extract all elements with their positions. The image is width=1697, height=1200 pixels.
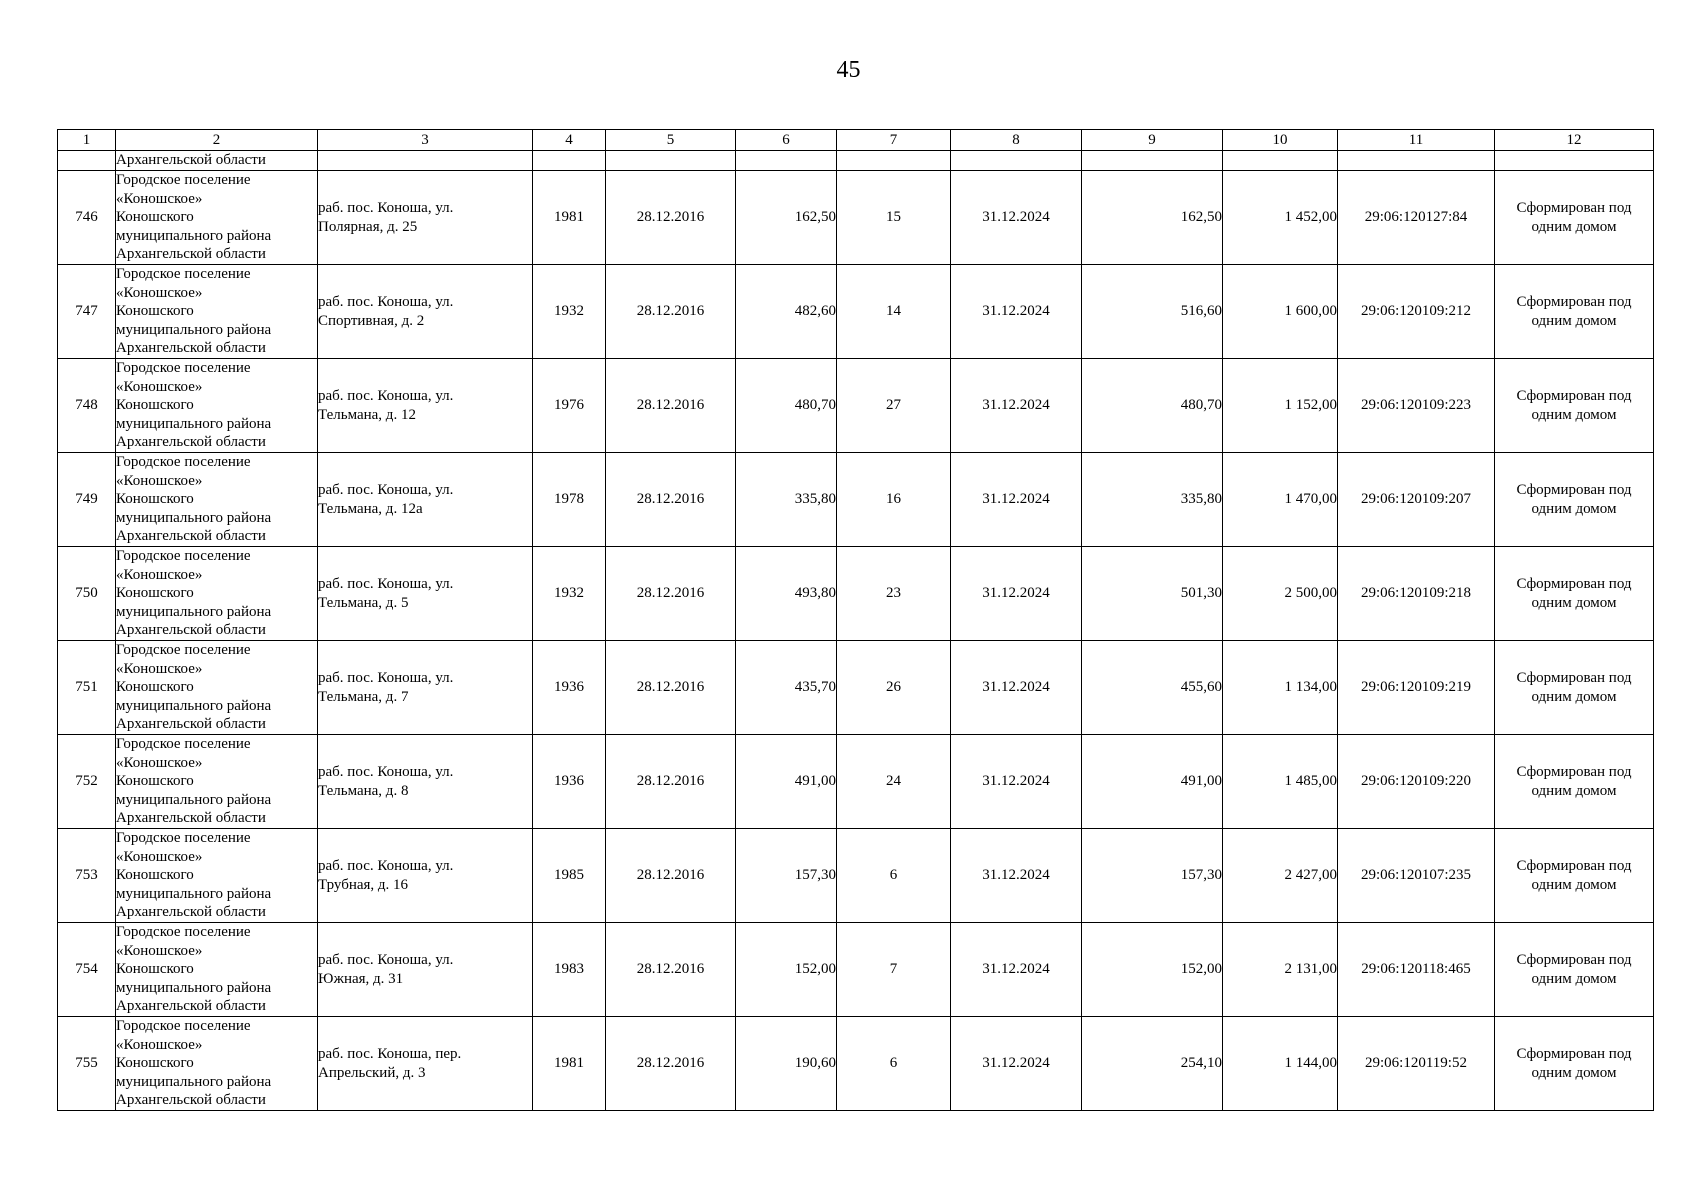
column-header-12: 12 [1495,130,1654,151]
row-number-cell: 750 [58,547,116,641]
year-cell: 1981 [533,1017,606,1111]
continuation-cell-10 [1223,151,1338,171]
year-cell: 1932 [533,265,606,359]
note-line: одним домом [1531,218,1617,235]
residents-cell: 7 [837,923,951,1017]
owner-line: муниципального района [116,227,272,244]
owner-cell [116,829,318,923]
cadastral-number-cell: 29:06:120119:52 [1338,1017,1495,1111]
residents-cell: 26 [837,641,951,735]
note-line: Сформирован под [1516,199,1632,216]
owner-line: Архангельской области [116,1092,266,1109]
owner-line: Городское поселение [116,360,251,376]
deadline-cell: 31.12.2024 [951,1017,1082,1111]
cadastral-number-cell: 29:06:120109:223 [1338,359,1495,453]
note-line: Сформирован под [1516,387,1632,404]
address-line: раб. пос. Коноша, ул. [318,199,454,216]
cadastral-number-cell: 29:06:120109:219 [1338,641,1495,735]
year-cell: 1936 [533,735,606,829]
note-line: Сформирован под [1516,857,1632,874]
row-number-cell: 755 [58,1017,116,1111]
continuation-cell-7 [837,151,951,171]
total-area-cell: 480,70 [1082,359,1223,453]
owner-line: Коношского [116,961,194,978]
owner-line: Городское поселение [116,924,251,940]
owner-line: Коношского [116,397,194,414]
total-area-cell: 162,50 [1082,171,1223,265]
date-cell: 28.12.2016 [606,923,736,1017]
owner-line: Коношского [116,209,194,226]
deadline-cell: 31.12.2024 [951,359,1082,453]
address-line: раб. пос. Коноша, ул. [318,387,454,404]
residents-cell: 14 [837,265,951,359]
year-cell: 1936 [533,641,606,735]
land-area-cell: 2 427,00 [1223,829,1338,923]
owner-line: муниципального района [116,791,272,808]
owner-line: Коношского [116,679,194,696]
note-line: Сформирован под [1516,575,1632,592]
owner-line: Архангельской области [116,246,266,263]
table-row [58,453,1654,547]
page-number: 45 [836,57,861,83]
note-cell [1495,923,1654,1017]
note-line: Сформирован под [1516,951,1632,968]
continuation-owner-cell: Архангельской области [116,151,318,171]
owner-cell [116,265,318,359]
owner-cell [116,923,318,1017]
table-row [58,923,1654,1017]
column-header-7: 7 [837,130,951,151]
year-cell: 1978 [533,453,606,547]
column-header-9: 9 [1082,130,1223,151]
owner-line: Архангельской области [116,340,266,357]
address-cell [318,1017,533,1111]
cadastral-number-cell: 29:06:120118:465 [1338,923,1495,1017]
living-area-cell: 491,00 [736,735,837,829]
address-line: раб. пос. Коноша, ул. [318,293,454,310]
date-cell: 28.12.2016 [606,1017,736,1111]
owner-line: муниципального района [116,321,272,338]
column-header-5: 5 [606,130,736,151]
date-cell: 28.12.2016 [606,641,736,735]
continuation-row [58,151,1654,171]
owner-line: «Коношское» [116,472,203,489]
land-area-cell: 2 500,00 [1223,547,1338,641]
owner-line: Архангельской области [116,528,266,545]
note-line: одним домом [1531,594,1617,611]
address-line: раб. пос. Коноша, ул. [318,669,454,686]
total-area-cell: 491,00 [1082,735,1223,829]
note-line: Сформирован под [1516,669,1632,686]
owner-cell [116,641,318,735]
address-line: раб. пос. Коноша, ул. [318,763,454,780]
owner-line: Коношского [116,585,194,602]
owner-line: муниципального района [116,979,272,996]
note-cell [1495,265,1654,359]
cadastral-number-cell: 29:06:120109:218 [1338,547,1495,641]
cadastral-number-cell: 29:06:120109:212 [1338,265,1495,359]
living-area-cell: 162,50 [736,171,837,265]
date-cell: 28.12.2016 [606,453,736,547]
owner-line: Городское поселение [116,1018,251,1034]
note-cell [1495,1017,1654,1111]
owner-line: Коношского [116,491,194,508]
address-line: Тельмана, д. 12 [318,406,416,423]
row-number-cell: 753 [58,829,116,923]
owner-line: Коношского [116,867,194,884]
address-cell [318,547,533,641]
note-line: одним домом [1531,406,1617,423]
column-header-2: 2 [116,130,318,151]
deadline-cell: 31.12.2024 [951,923,1082,1017]
column-header-11: 11 [1338,130,1495,151]
owner-cell [116,735,318,829]
table-row [58,265,1654,359]
total-area-cell: 501,30 [1082,547,1223,641]
note-cell [1495,641,1654,735]
owner-line: «Коношское» [116,378,203,395]
address-cell [318,359,533,453]
cadastral-number-cell: 29:06:120127:84 [1338,171,1495,265]
address-cell [318,735,533,829]
living-area-cell: 190,60 [736,1017,837,1111]
housing-registry-table [57,129,1654,1111]
date-cell: 28.12.2016 [606,547,736,641]
address-line: Южная, д. 31 [318,970,404,987]
address-cell [318,923,533,1017]
note-cell [1495,735,1654,829]
address-cell [318,829,533,923]
address-line: раб. пос. Коноша, ул. [318,575,454,592]
row-number-cell: 748 [58,359,116,453]
table-body [58,151,1654,1111]
owner-line: муниципального района [116,697,272,714]
note-line: Сформирован под [1516,763,1632,780]
land-area-cell: 1 470,00 [1223,453,1338,547]
land-area-cell: 1 144,00 [1223,1017,1338,1111]
address-line: Трубная, д. 16 [318,876,409,893]
table-header [58,130,1654,151]
note-cell [1495,171,1654,265]
note-cell [1495,453,1654,547]
date-cell: 28.12.2016 [606,359,736,453]
address-line: раб. пос. Коноша, ул. [318,951,454,968]
owner-line: Коношского [116,773,194,790]
note-line: Сформирован под [1516,1045,1632,1062]
owner-line: Коношского [116,303,194,320]
column-header-10: 10 [1223,130,1338,151]
row-number-cell: 752 [58,735,116,829]
owner-cell [116,1017,318,1111]
table-row [58,641,1654,735]
owner-line: «Коношское» [116,190,203,207]
total-area-cell: 254,10 [1082,1017,1223,1111]
note-line: Сформирован под [1516,293,1632,310]
owner-line: Архангельской области [116,622,266,639]
residents-cell: 16 [837,453,951,547]
living-area-cell: 157,30 [736,829,837,923]
living-area-cell: 480,70 [736,359,837,453]
owner-line: Архангельской области [116,716,266,733]
column-header-4: 4 [533,130,606,151]
table-row [58,1017,1654,1111]
owner-line: «Коношское» [116,754,203,771]
address-line: Полярная, д. 25 [318,218,418,235]
row-number-cell: 751 [58,641,116,735]
owner-line: муниципального района [116,509,272,526]
continuation-cell-11 [1338,151,1495,171]
owner-line: Архангельской области [116,998,266,1015]
owner-line: Архангельской области [116,904,266,921]
row-number-cell: 749 [58,453,116,547]
table-row [58,829,1654,923]
column-header-3: 3 [318,130,533,151]
note-cell [1495,829,1654,923]
owner-line: Архангельской области [116,434,266,451]
land-area-cell: 1 152,00 [1223,359,1338,453]
owner-line: Городское поселение [116,736,251,752]
total-area-cell: 516,60 [1082,265,1223,359]
residents-cell: 24 [837,735,951,829]
continuation-cell-8 [951,151,1082,171]
date-cell: 28.12.2016 [606,829,736,923]
owner-cell [116,453,318,547]
row-number-cell: 754 [58,923,116,1017]
note-line: одним домом [1531,1064,1617,1081]
cadastral-number-cell: 29:06:120109:220 [1338,735,1495,829]
cadastral-number-cell: 29:06:120107:235 [1338,829,1495,923]
owner-line: Архангельской области [116,810,266,827]
note-line: одним домом [1531,970,1617,987]
owner-line: Городское поселение [116,642,251,658]
deadline-cell: 31.12.2024 [951,735,1082,829]
year-cell: 1985 [533,829,606,923]
owner-line: «Коношское» [116,284,203,301]
table-row [58,171,1654,265]
note-cell [1495,547,1654,641]
owner-line: муниципального района [116,415,272,432]
deadline-cell: 31.12.2024 [951,171,1082,265]
address-line: Тельмана, д. 12а [318,500,423,517]
address-line: раб. пос. Коноша, пер. [318,1045,462,1062]
owner-line: «Коношское» [116,1036,203,1053]
total-area-cell: 157,30 [1082,829,1223,923]
deadline-cell: 31.12.2024 [951,547,1082,641]
living-area-cell: 435,70 [736,641,837,735]
owner-line: Городское поселение [116,830,251,846]
owner-line: Городское поселение [116,548,251,564]
land-area-cell: 1 600,00 [1223,265,1338,359]
year-cell: 1981 [533,171,606,265]
continuation-cell-3 [318,151,533,171]
land-area-cell: 1 134,00 [1223,641,1338,735]
living-area-cell: 152,00 [736,923,837,1017]
owner-cell [116,359,318,453]
address-line: раб. пос. Коноша, ул. [318,857,454,874]
year-cell: 1976 [533,359,606,453]
continuation-cell-6 [736,151,837,171]
total-area-cell: 335,80 [1082,453,1223,547]
residents-cell: 6 [837,1017,951,1111]
owner-cell [116,171,318,265]
date-cell: 28.12.2016 [606,171,736,265]
residents-cell: 15 [837,171,951,265]
living-area-cell: 335,80 [736,453,837,547]
continuation-cell-4 [533,151,606,171]
column-number-row [58,130,1654,151]
address-line: раб. пос. Коноша, ул. [318,481,454,498]
continuation-cell-1 [58,151,116,171]
address-line: Спортивная, д. 2 [318,312,425,329]
note-line: одним домом [1531,876,1617,893]
owner-line: Городское поселение [116,172,251,188]
deadline-cell: 31.12.2024 [951,829,1082,923]
address-cell [318,265,533,359]
land-area-cell: 1 452,00 [1223,171,1338,265]
continuation-cell-9 [1082,151,1223,171]
table-row [58,547,1654,641]
address-line: Тельмана, д. 8 [318,782,409,799]
owner-line: Коношского [116,1055,194,1072]
owner-line: Городское поселение [116,266,251,282]
column-header-1: 1 [58,130,116,151]
address-line: Тельмана, д. 5 [318,594,409,611]
living-area-cell: 493,80 [736,547,837,641]
residents-cell: 23 [837,547,951,641]
deadline-cell: 31.12.2024 [951,641,1082,735]
continuation-cell-5 [606,151,736,171]
year-cell: 1932 [533,547,606,641]
cadastral-number-cell: 29:06:120109:207 [1338,453,1495,547]
deadline-cell: 31.12.2024 [951,453,1082,547]
land-area-cell: 2 131,00 [1223,923,1338,1017]
column-header-6: 6 [736,130,837,151]
address-cell [318,171,533,265]
address-line: Тельмана, д. 7 [318,688,409,705]
residents-cell: 27 [837,359,951,453]
owner-line: «Коношское» [116,942,203,959]
row-number-cell: 746 [58,171,116,265]
owner-line: муниципального района [116,1073,272,1090]
owner-line: муниципального района [116,885,272,902]
address-cell [318,641,533,735]
table-row [58,735,1654,829]
living-area-cell: 482,60 [736,265,837,359]
table-row [58,359,1654,453]
owner-line: Городское поселение [116,454,251,470]
deadline-cell: 31.12.2024 [951,265,1082,359]
column-header-8: 8 [951,130,1082,151]
continuation-cell-12 [1495,151,1654,171]
owner-line: «Коношское» [116,566,203,583]
owner-line: «Коношское» [116,848,203,865]
address-line: Апрельский, д. 3 [318,1064,426,1081]
total-area-cell: 152,00 [1082,923,1223,1017]
note-line: одним домом [1531,500,1617,517]
total-area-cell: 455,60 [1082,641,1223,735]
date-cell: 28.12.2016 [606,735,736,829]
note-line: одним домом [1531,782,1617,799]
residents-cell: 6 [837,829,951,923]
owner-line: «Коношское» [116,660,203,677]
land-area-cell: 1 485,00 [1223,735,1338,829]
date-cell: 28.12.2016 [606,265,736,359]
note-cell [1495,359,1654,453]
owner-line: муниципального района [116,603,272,620]
note-line: одним домом [1531,688,1617,705]
note-line: Сформирован под [1516,481,1632,498]
year-cell: 1983 [533,923,606,1017]
note-line: одним домом [1531,312,1617,329]
row-number-cell: 747 [58,265,116,359]
address-cell [318,453,533,547]
owner-cell [116,547,318,641]
